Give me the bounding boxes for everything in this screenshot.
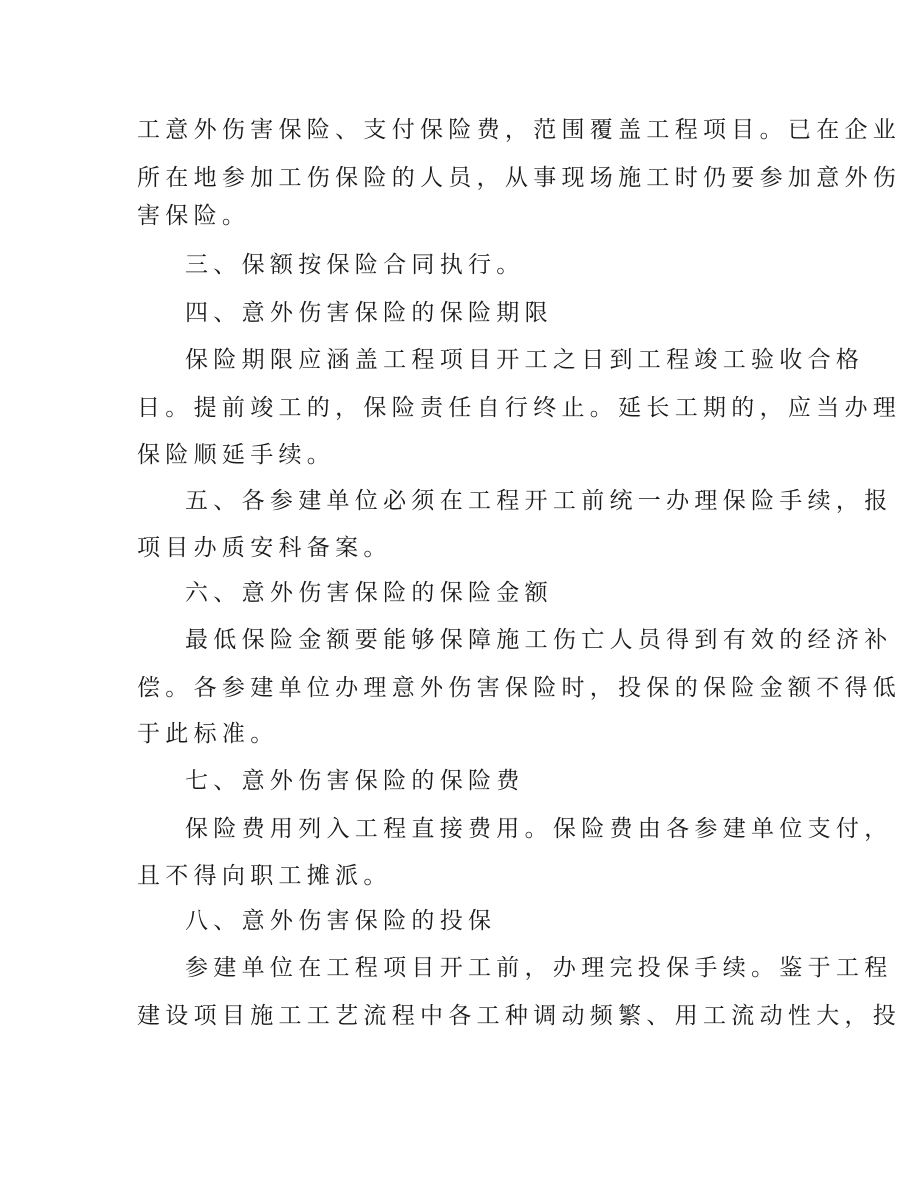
section-heading-3: 三、保额按保险合同执行。 [185, 252, 525, 278]
text-line: 建设项目施工工艺流程中各工种调动频繁、用工流动性大，投 [137, 1003, 902, 1029]
text-line: 保险期限应涵盖工程项目开工之日到工程竣工验收合格 [185, 347, 865, 373]
section-heading-6: 六、意外伤害保险的保险金额 [185, 580, 553, 606]
section-heading-7: 七、意外伤害保险的保险费 [185, 768, 525, 794]
text-line: 参建单位在工程项目开工前，办理完投保手续。鉴于工程 [185, 955, 893, 981]
section-heading-8: 八、意外伤害保险的投保 [185, 908, 497, 934]
text-line: 最低保险金额要能够保障施工伤亡人员得到有效的经济补 [185, 627, 893, 653]
text-line: 于此标准。 [137, 721, 279, 747]
section-heading-5: 五、各参建单位必须在工程开工前统一办理保险手续，报 [185, 488, 893, 514]
text-line: 偿。各参建单位办理意外伤害保险时，投保的保险金额不得低 [137, 675, 902, 701]
text-line: 且不得向职工摊派。 [137, 863, 392, 889]
text-line: 害保险。 [137, 203, 251, 229]
text-line: 保险费用列入工程直接费用。保险费由各参建单位支付， [185, 816, 893, 842]
text-line: 工意外伤害保险、支付保险费，范围覆盖工程项目。已在企业 [137, 117, 902, 143]
text-line: 所在地参加工伤保险的人员，从事现场施工时仍要参加意外伤 [137, 165, 902, 191]
text-line: 项目办质安科备案。 [137, 535, 392, 561]
text-line: 保险顺延手续。 [137, 442, 336, 468]
text-line: 日。提前竣工的，保险责任自行终止。延长工期的，应当办理 [137, 395, 902, 421]
section-heading-4: 四、意外伤害保险的保险期限 [185, 300, 553, 326]
